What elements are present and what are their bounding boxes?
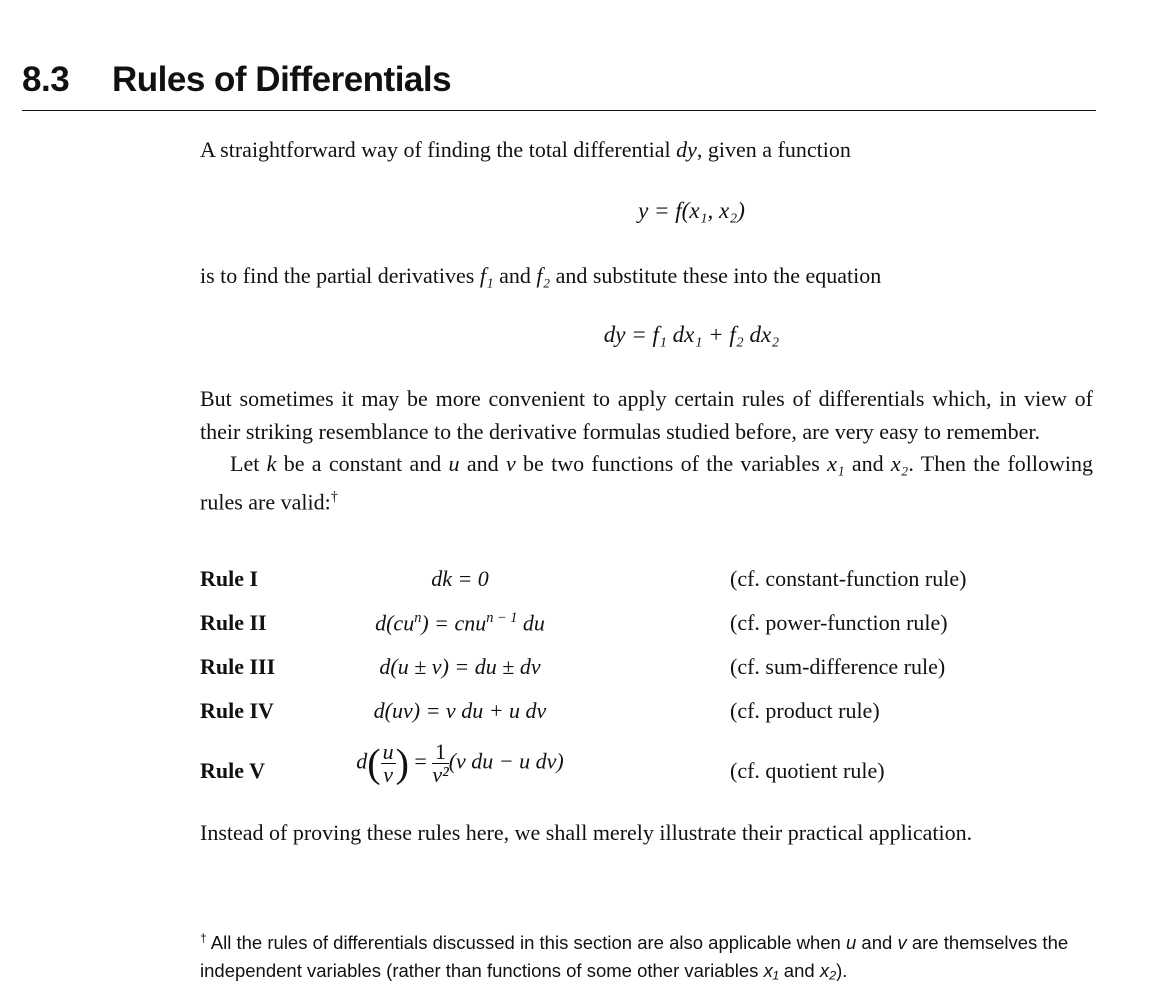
footnote-text: and xyxy=(778,960,820,982)
convenience-text: But sometimes it may be more convenient to apply certain rules of differentials which, in view of their striking resemblance to the derivative formulas studied before, are very easy to remember. xyxy=(200,386,1093,444)
rule-formula: d(u ± v) = du ± dv xyxy=(379,654,541,679)
x2-var: x₂ xyxy=(819,960,837,982)
partials-text: is to find the partial derivatives xyxy=(200,263,480,288)
equation-total-differential: dy = f₁ dx₁ + f₂ dx₂ xyxy=(603,322,780,347)
x1-var: x₁ xyxy=(827,451,845,476)
rule-label: Rule III xyxy=(200,654,276,679)
exponent: n xyxy=(414,610,422,626)
x1-var: x₁ xyxy=(763,960,779,982)
k-var: k xyxy=(266,451,277,476)
rule-reference: (cf. sum-difference rule) xyxy=(730,654,946,679)
let-text-3: and xyxy=(459,451,506,476)
closing-text: Instead of proving these rules here, we shall merely illustrate their practical application. xyxy=(200,820,973,845)
section-number: 8.3 xyxy=(22,60,70,99)
footnote-text: ). xyxy=(836,960,848,982)
section-heading xyxy=(22,58,1096,111)
rule-label: Rule IV xyxy=(200,698,274,723)
v-var: v xyxy=(897,932,907,954)
left-paren: ( xyxy=(367,740,381,786)
rule-label: Rule V xyxy=(200,758,265,783)
rule-formula xyxy=(200,610,720,636)
footnote-dagger: † xyxy=(200,931,207,945)
footnote xyxy=(200,924,1093,985)
dy-var: dy xyxy=(676,137,697,162)
f2-var: f₂ xyxy=(536,263,551,288)
intro-text-end: , given a function xyxy=(696,137,851,162)
paragraph-rules-intro xyxy=(200,383,1093,518)
rule-reference: (cf. quotient rule) xyxy=(730,758,885,783)
equals-sign: = xyxy=(408,748,433,774)
paragraph-partials xyxy=(200,260,1093,293)
u-var: u xyxy=(846,932,857,954)
let-text-2: be a constant and xyxy=(276,451,449,476)
rule-reference: (cf. power-function rule) xyxy=(730,610,948,635)
paragraph-intro xyxy=(200,134,1093,167)
partials-text-end: and substitute these into the equation xyxy=(550,263,882,288)
equation-function: y = f(x₁, x₂) xyxy=(638,198,745,223)
f1-var: f₁ xyxy=(479,263,494,288)
formula-part: d xyxy=(356,748,368,774)
rule-reference: (cf. product rule) xyxy=(730,698,880,723)
footnote-text: and xyxy=(856,932,898,954)
rule-formula xyxy=(200,741,720,786)
intro-text: A straightforward way of finding the total differential xyxy=(200,137,677,162)
rule-formula: dk = 0 xyxy=(431,566,489,591)
formula-part: ) = cnu xyxy=(421,610,487,636)
rule-reference: (cf. constant-function rule) xyxy=(730,566,967,591)
numerator: u xyxy=(382,739,394,764)
fraction-u-over-v xyxy=(381,741,396,786)
numerator: 1 xyxy=(432,741,448,764)
u-var: u xyxy=(448,451,460,476)
let-text-5: and xyxy=(844,451,891,476)
paragraph-closing xyxy=(200,817,1093,850)
rule-formula: d(uv) = v du + u dv xyxy=(373,698,547,723)
formula-part: d(cu xyxy=(375,610,415,636)
footnote-text: are themselves the independent variables (rather than functions of some other variables xyxy=(200,932,1069,982)
denominator: v² xyxy=(432,762,449,787)
x2-var: x₂ xyxy=(890,451,909,476)
let-text-6: . Then the following rules are valid: xyxy=(200,451,1094,514)
rule-label: Rule I xyxy=(200,566,259,591)
let-text: Let xyxy=(230,451,267,476)
section-title: Rules of Differentials xyxy=(112,60,452,99)
right-paren: ) xyxy=(395,740,409,786)
denominator: v xyxy=(383,762,393,787)
v-var: v xyxy=(505,451,516,476)
footnote-text: All the rules of differentials discussed in this section are also applicable when xyxy=(206,932,846,954)
let-text-4: be two functions of the variables xyxy=(515,451,828,476)
exponent: n − 1 xyxy=(486,610,518,626)
rule-label: Rule II xyxy=(200,610,267,635)
formula-part: (v du − u dv) xyxy=(448,748,564,774)
fraction-one-over-v2 xyxy=(432,741,448,786)
footnote-marker: † xyxy=(330,488,338,505)
let-statement xyxy=(200,448,1093,518)
formula-part: du xyxy=(517,610,545,636)
and-text: and xyxy=(493,263,537,288)
